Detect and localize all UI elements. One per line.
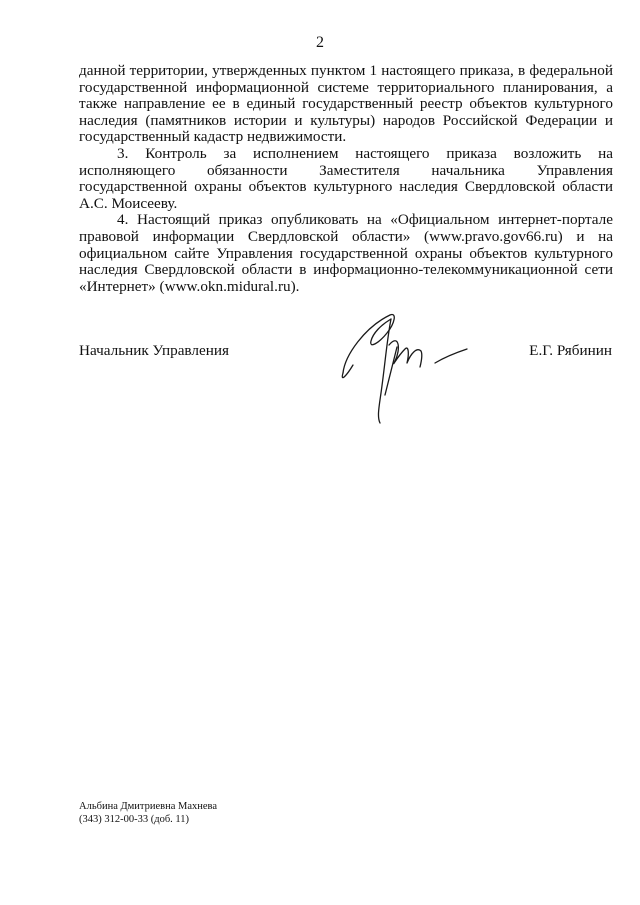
- executor-info: [79, 800, 217, 826]
- paragraph-control: 3. Контроль за исполнением настоящего приказа возложить на исполняющего обязанности Заместителя начальника Управления государственной охраны объектов культурного наследия Свердловской области А.С. Моисееву.: [79, 144, 613, 212]
- executor-name: Альбина Дмитриевна Махнева: [79, 801, 218, 812]
- executor-phone: (343) 312-00-33 (доб. 11): [79, 814, 190, 825]
- paragraph-publication: 4. Настоящий приказ опубликовать на «Официальном интернет-портале правовой информации Свердловской области» (www.pravo.gov66.ru) и на официальном сайте Управления государственной охраны объектов культурного наследия Свердловской области в информационно-телекоммуникационной сети «Интернет» (www.okn.midural.ru).: [79, 211, 613, 295]
- paragraph-continuation: данной территории, утвержденных пунктом 1 настоящего приказа, в федеральной государственной информационной системе территориального планирования, а также направление ее в единый государственный реестр объектов культурного наследия (памятников истории и культуры) народов Российской Федерации и государственный кадастр недвижимости.: [79, 62, 613, 146]
- document-body: [79, 63, 613, 295]
- page-number: 2: [316, 34, 324, 51]
- signatory-title: Начальник Управления: [79, 342, 229, 359]
- signatory-name: Е.Г. Рябинин: [529, 342, 612, 359]
- handwritten-signature-icon: [335, 305, 475, 430]
